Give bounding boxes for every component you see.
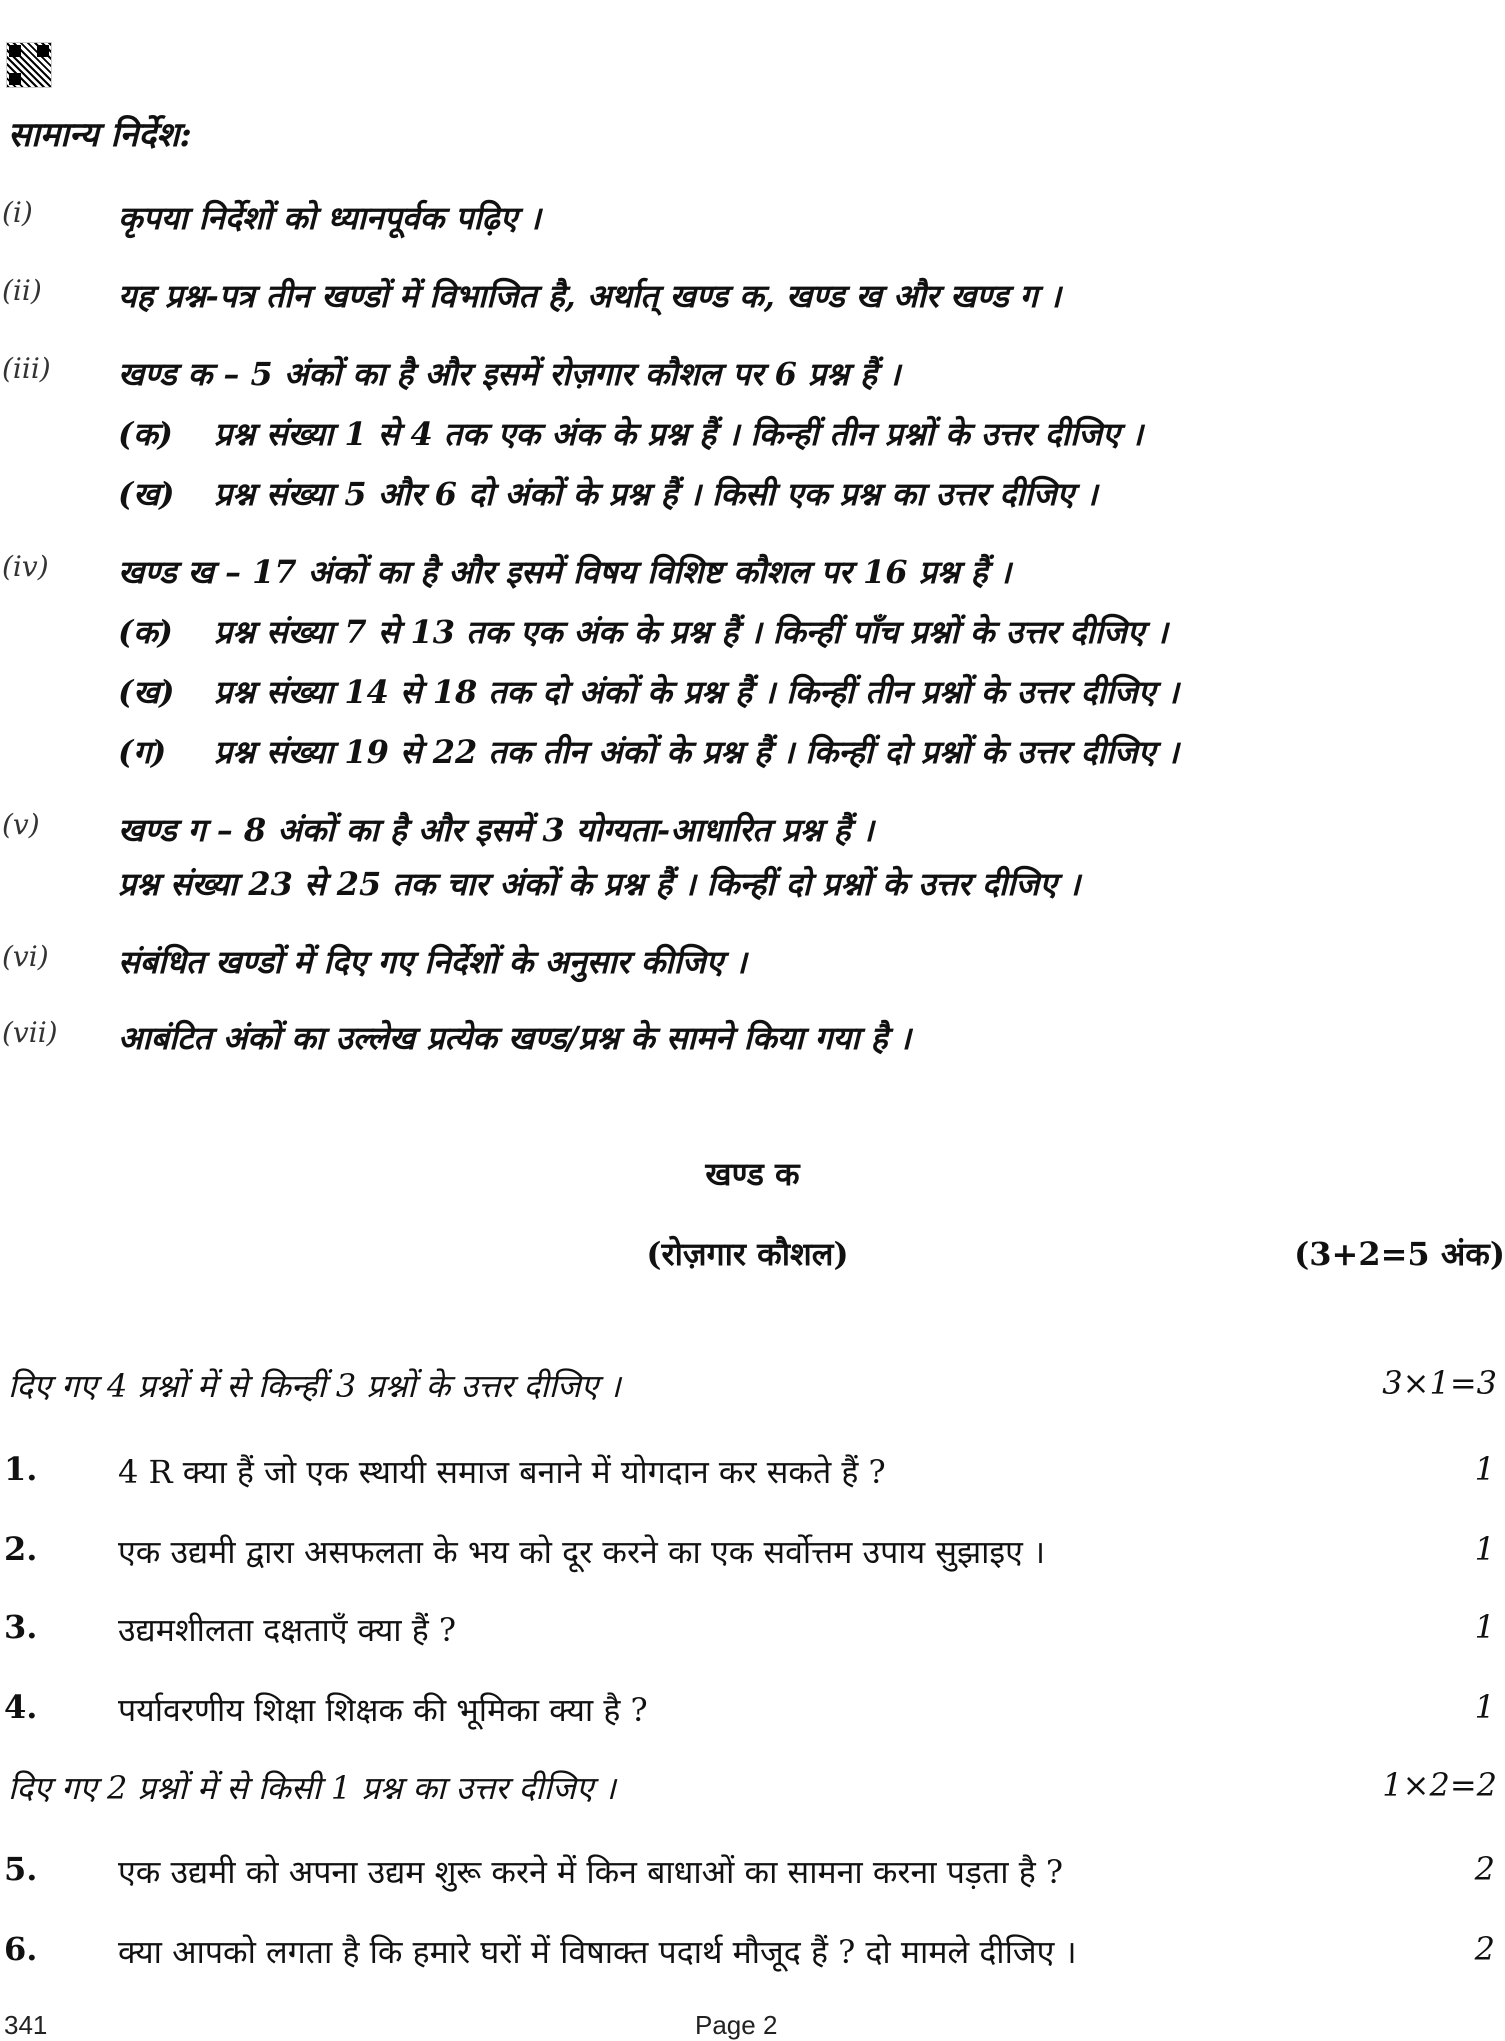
- subitem-text: प्रश्न संख्या 14 से 18 तक दो अंकों के प्रश्न हैं । किन्हीं तीन प्रश्नों के उत्तर दीजिए ।: [214, 673, 1179, 711]
- group-instruction: दिए गए 2 प्रश्नों में से किसी 1 प्रश्न का उत्तर दीजिए ।: [8, 1769, 616, 1807]
- instruction-number: (ii): [2, 274, 42, 307]
- question-number: 5.: [4, 1850, 38, 1888]
- question-number: 6.: [4, 1930, 38, 1968]
- instruction-number: (iv): [2, 550, 49, 583]
- instruction-text: संबंधित खण्डों में दिए गए निर्देशों के अनुसार कीजिए ।: [118, 943, 747, 981]
- instruction-text: कृपया निर्देशों को ध्यानपूर्वक पढ़िए ।: [118, 199, 541, 237]
- instruction-text: खण्ड ग – 8 अंकों का है और इसमें 3 योग्यता-आधारित प्रश्न हैं ।: [118, 811, 874, 849]
- page-number: Page 2: [695, 2010, 778, 2040]
- question-number: 2.: [4, 1530, 38, 1568]
- qr-code-icon: [6, 42, 52, 88]
- paper-code: 341: [4, 2010, 48, 2040]
- question-number: 1.: [4, 1450, 38, 1488]
- subitem-text: प्रश्न संख्या 7 से 13 तक एक अंक के प्रश्न हैं । किन्हीं पाँच प्रश्नों के उत्तर दीजिए ।: [214, 613, 1168, 651]
- question-text: एक उद्यमी द्वारा असफलता के भय को दूर करने का एक सर्वोत्तम उपाय सुझाइए ।: [118, 1533, 1046, 1571]
- group-marks: 3×1=3: [1382, 1364, 1497, 1402]
- section-marks: (3+2=5 अंक): [1294, 1235, 1505, 1273]
- question-marks: 1: [1474, 1450, 1495, 1488]
- instruction-number: (iii): [2, 352, 51, 385]
- general-instructions-heading: सामान्य निर्देश:: [8, 115, 192, 155]
- instruction-text: खण्ड ख – 17 अंकों का है और इसमें विषय विशिष्ट कौशल पर 16 प्रश्न हैं ।: [118, 553, 1011, 591]
- instruction-number: (i): [2, 196, 33, 229]
- subitem-label: (क): [118, 613, 173, 651]
- question-text: क्या आपको लगता है कि हमारे घरों में विषाक्त पदार्थ मौजूद हैं ? दो मामले दीजिए ।: [118, 1933, 1077, 1971]
- question-number: 3.: [4, 1608, 38, 1646]
- instruction-text: खण्ड क – 5 अंकों का है और इसमें रोज़गार कौशल पर 6 प्रश्न हैं ।: [118, 355, 901, 393]
- question-number: 4.: [4, 1688, 38, 1726]
- question-marks: 2: [1474, 1930, 1495, 1968]
- subitem-label: (ग): [118, 733, 167, 771]
- question-text: एक उद्यमी को अपना उद्यम शुरू करने में किन बाधाओं का सामना करना पड़ता है ?: [118, 1853, 1064, 1891]
- question-marks: 1: [1474, 1530, 1495, 1568]
- group-instruction: दिए गए 4 प्रश्नों में से किन्हीं 3 प्रश्नों के उत्तर दीजिए ।: [8, 1367, 621, 1405]
- instruction-number: (vi): [2, 940, 49, 973]
- question-text: 4 R क्या हैं जो एक स्थायी समाज बनाने में योगदान कर सकते हैं ?: [118, 1453, 886, 1491]
- group-marks: 1×2=2: [1382, 1766, 1497, 1804]
- question-marks: 2: [1474, 1850, 1495, 1888]
- subitem-text: प्रश्न संख्या 5 और 6 दो अंकों के प्रश्न हैं । किसी एक प्रश्न का उत्तर दीजिए ।: [214, 475, 1098, 513]
- instruction-number: (vii): [2, 1016, 58, 1049]
- question-text: पर्यावरणीय शिक्षा शिक्षक की भूमिका क्या है ?: [118, 1691, 648, 1729]
- subitem-label: (ख): [118, 475, 175, 513]
- subitem-label: (क): [118, 415, 173, 453]
- subitem-label: (ख): [118, 673, 175, 711]
- section-title: खण्ड क: [705, 1155, 800, 1193]
- question-text: उद्यमशीलता दक्षताएँ क्या हैं ?: [118, 1611, 457, 1649]
- question-marks: 1: [1474, 1688, 1495, 1726]
- instruction-text: यह प्रश्न-पत्र तीन खण्डों में विभाजित है, अर्थात् खण्ड क, खण्ड ख और खण्ड ग ।: [118, 277, 1061, 315]
- question-marks: 1: [1474, 1608, 1495, 1646]
- instruction-number: (v): [2, 808, 40, 841]
- section-subtitle: (रोज़गार कौशल): [646, 1235, 849, 1273]
- subitem-text: प्रश्न संख्या 19 से 22 तक तीन अंकों के प्रश्न हैं । किन्हीं दो प्रश्नों के उत्तर दीजिए ।: [214, 733, 1179, 771]
- instruction-text: प्रश्न संख्या 23 से 25 तक चार अंकों के प्रश्न हैं । किन्हीं दो प्रश्नों के उत्तर दीजिए ।: [118, 865, 1081, 903]
- subitem-text: प्रश्न संख्या 1 से 4 तक एक अंक के प्रश्न हैं । किन्हीं तीन प्रश्नों के उत्तर दीजिए ।: [214, 415, 1143, 453]
- instruction-text: आबंटित अंकों का उल्लेख प्रत्येक खण्ड/प्रश्न के सामने किया गया है ।: [118, 1019, 911, 1057]
